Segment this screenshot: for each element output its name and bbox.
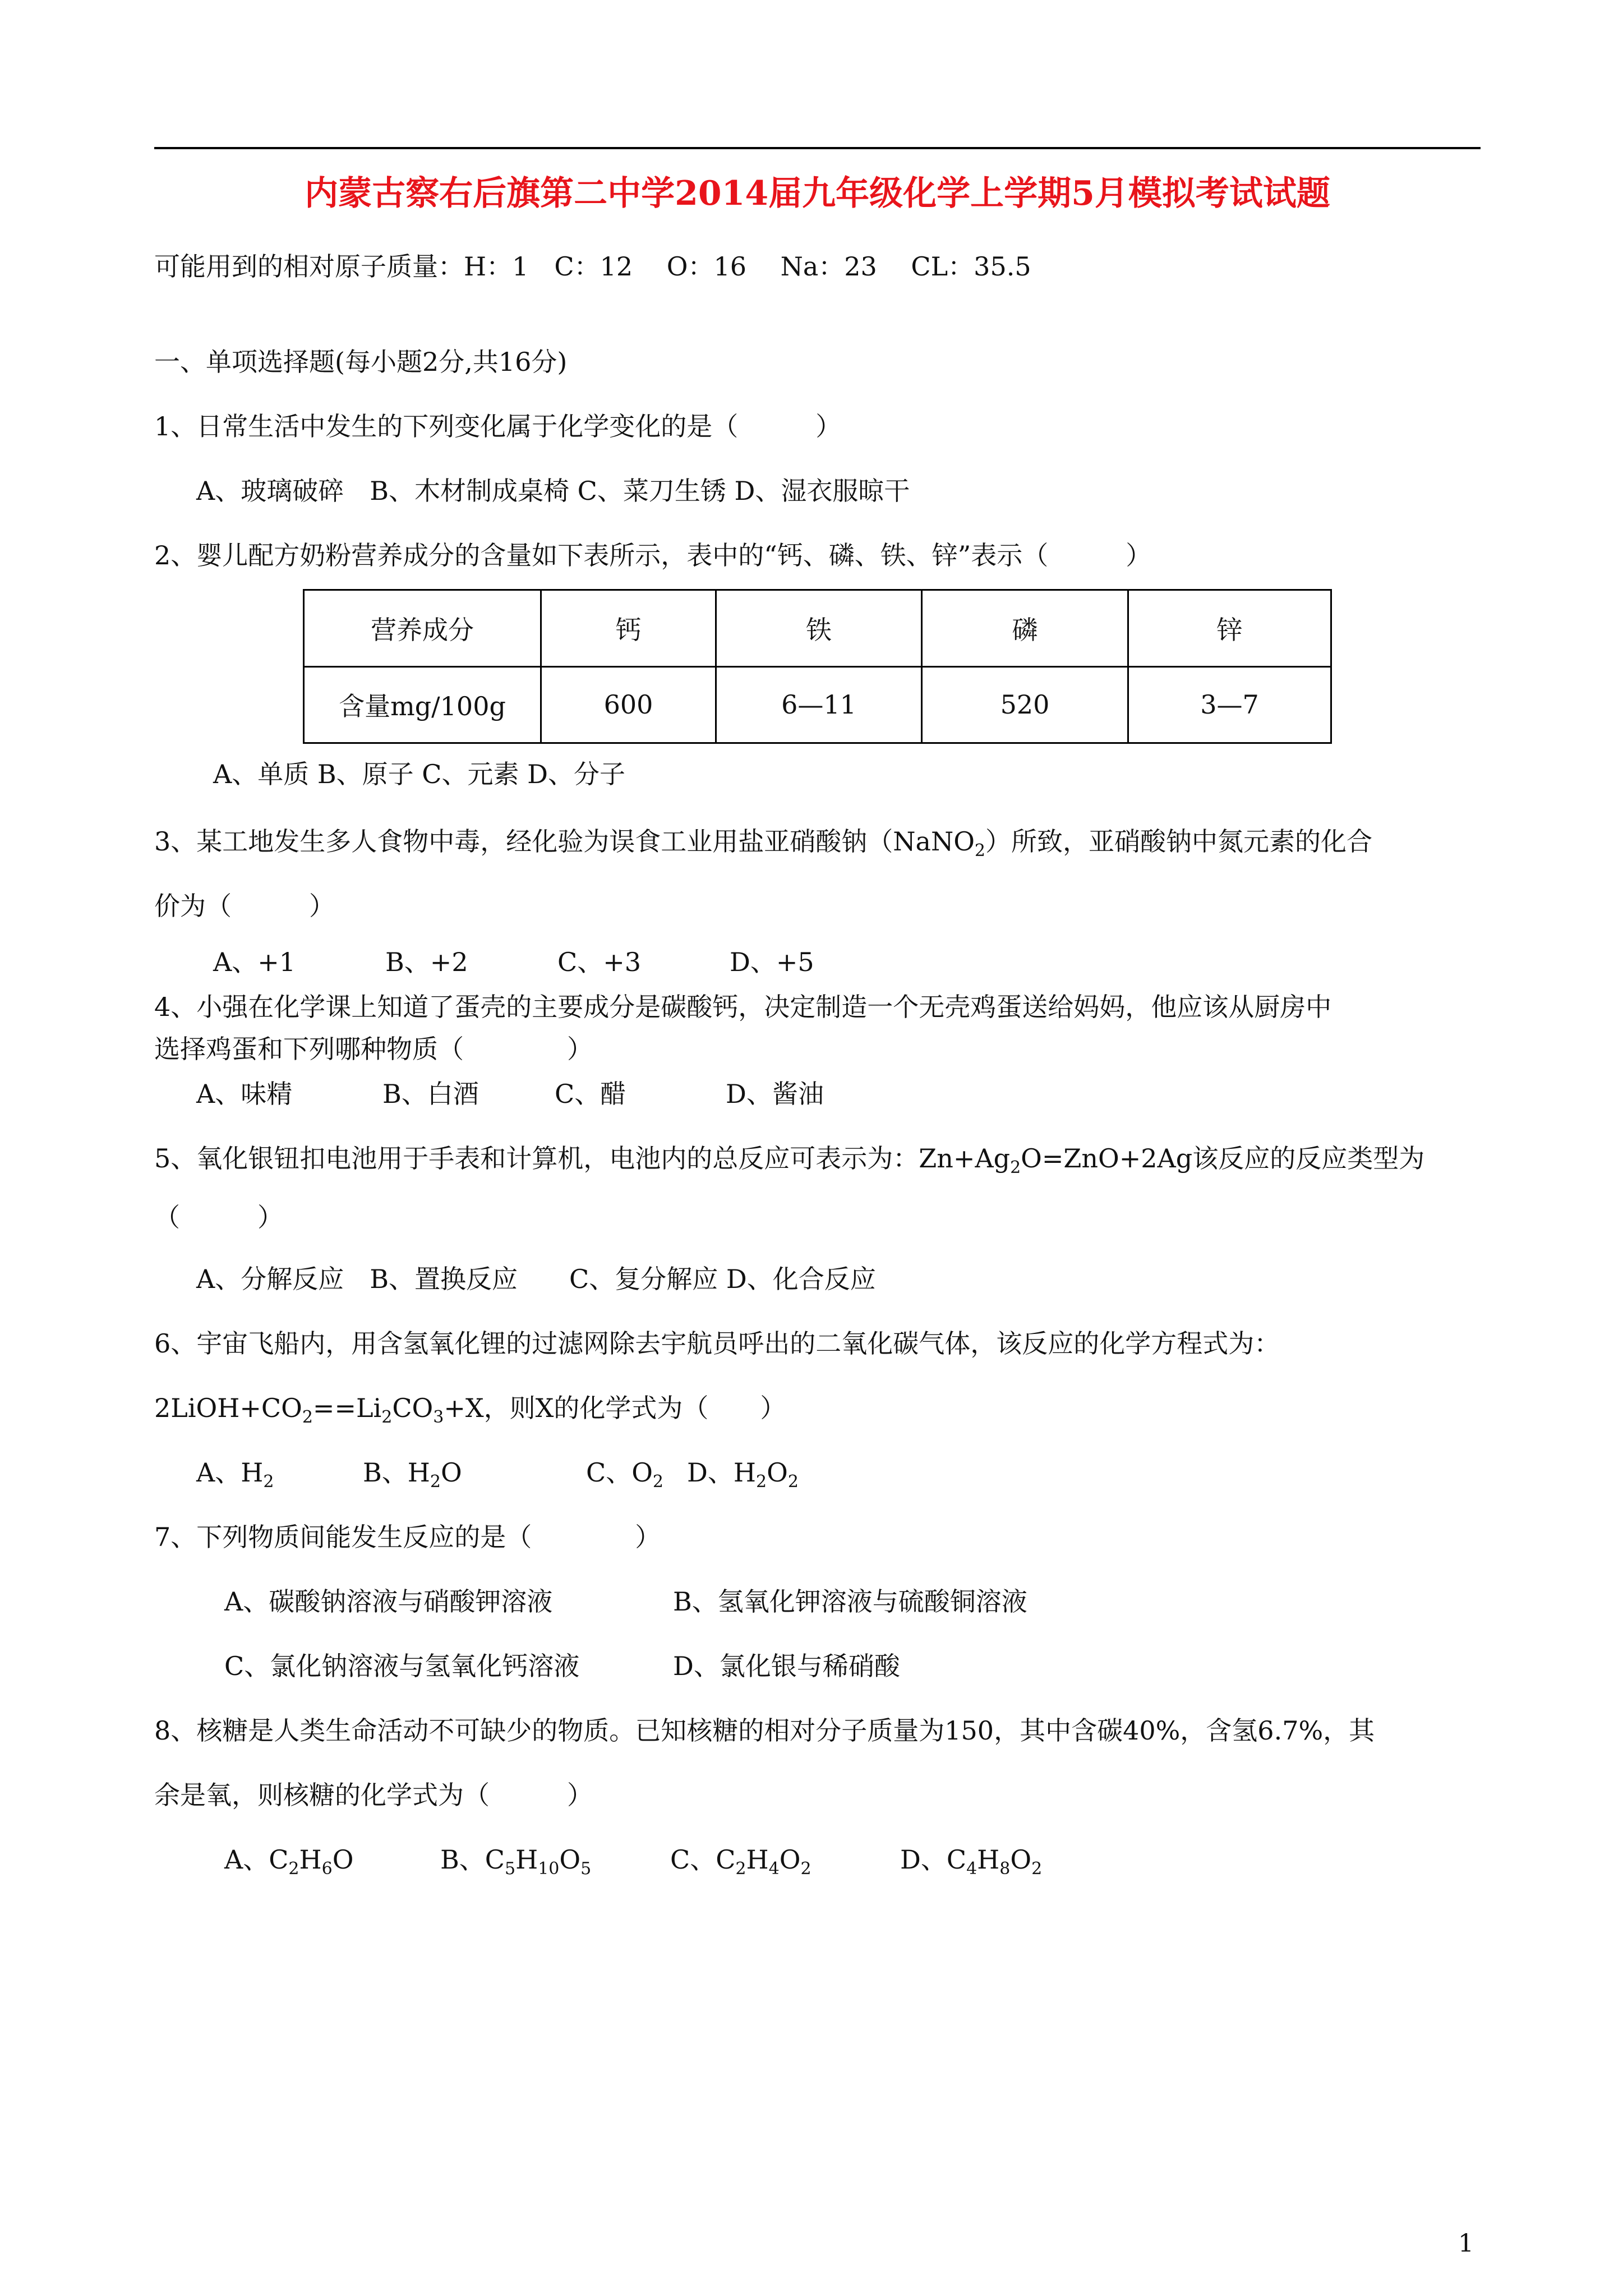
stem-text: 3、某工地发生多人食物中毒，经化验为误食工业用盐亚硝酸钠（NaNO — [154, 826, 975, 857]
option-c: C、$C_2H_4O_2$ — [670, 1844, 811, 1879]
option-a: A、$C_2H_6O$ — [224, 1844, 354, 1879]
page-number: 1 — [1458, 2229, 1474, 2258]
option-d: D、+5 — [730, 947, 814, 977]
subscript: 2 — [302, 1407, 313, 1427]
table-row — [304, 666, 1331, 743]
option-c: C、$O_2$ — [586, 1457, 664, 1492]
header-rule — [154, 147, 1481, 149]
option-d: D、酱油 — [726, 1079, 824, 1109]
table-cell: 600 — [541, 666, 716, 743]
question-5-stem — [154, 1139, 1424, 1178]
option-d: D、$H_2O_2$ — [687, 1457, 799, 1492]
table-cell: 锌 — [1128, 590, 1331, 667]
option-d: D、氯化银与稀硝酸 — [673, 1651, 900, 1681]
question-2-stem: 2、婴儿配方奶粉营养成分的含量如下表所示，表中的“钙、磷、铁、锌”表示（ ） — [154, 540, 1152, 570]
table-cell: 营养成分 — [304, 590, 541, 667]
table-row — [304, 590, 1331, 667]
option-a: A、+1 — [213, 947, 296, 977]
equation-text: ==Li — [312, 1393, 382, 1423]
table-cell: 钙 — [541, 590, 716, 667]
stem-text: O=ZnO+2Ag该反应的反应类型为 — [1021, 1143, 1425, 1174]
question-1-options: A、玻璃破碎 B、木材制成桌椅 C、菜刀生锈 D、湿衣服晾干 — [196, 476, 910, 506]
question-3-options — [213, 942, 814, 982]
subscript: 2 — [381, 1407, 393, 1427]
question-6-stem: 6、宇宙飞船内，用含氢氧化锂的过滤网除去宇航员呼出的二氧化碳气体，该反应的化学方程式为： — [154, 1328, 1280, 1359]
option-c: C、醋 — [555, 1079, 626, 1109]
section-heading: 一、单项选择题(每小题2分,共16分) — [154, 347, 568, 377]
question-7-stem: 7、下列物质间能发生反应的是（ ） — [154, 1522, 661, 1552]
nutrition-table — [303, 589, 1332, 744]
exam-title: 内蒙古察右后旗第二中学2014届九年级化学上学期5月模拟考试试题 — [305, 174, 1330, 213]
question-3-stem — [154, 822, 1372, 861]
equation-text: 2LiOH+CO — [154, 1393, 302, 1423]
table-cell: 磷 — [922, 590, 1128, 667]
option-a: A、碳酸钠溶液与硝酸钾溶液 — [224, 1586, 553, 1617]
question-7-options-row2 — [224, 1646, 900, 1686]
question-8-stem-line2: 余是氧，则核糖的化学式为（ ） — [154, 1780, 593, 1810]
option-c: C、氯化钠溶液与氢氧化钙溶液 — [224, 1651, 580, 1681]
question-1-stem: 1、日常生活中发生的下列变化属于化学变化的是（ ） — [154, 411, 842, 441]
question-3-stem-line2: 价为（ ） — [154, 891, 335, 921]
stem-text: 5、氧化银钮扣电池用于手表和计算机，电池内的总反应可表示为：Zn+Ag — [154, 1143, 1011, 1174]
atomic-masses: 可能用到的相对原子质量：H：1 C：12 O：16 Na：23 CL：35.5 — [154, 251, 1031, 282]
table-cell: 3—7 — [1128, 666, 1331, 743]
option-a: A、味精 — [196, 1079, 293, 1109]
question-4-stem: 4、小强在化学课上知道了蛋壳的主要成分是碳酸钙，决定制造一个无壳鸡蛋送给妈妈，他应该从厨房中 — [154, 992, 1332, 1022]
question-6-equation — [154, 1388, 786, 1428]
subscript: 2 — [974, 841, 985, 861]
equation-text: +X，则X的化学式为（ ） — [444, 1393, 786, 1423]
question-8-stem: 8、核糖是人类生命活动不可缺少的物质。已知核糖的相对分子质量为150，其中含碳40%，含氢6.7%，其 — [154, 1715, 1375, 1746]
table-cell: 铁 — [716, 590, 922, 667]
table-cell: 6—11 — [716, 666, 922, 743]
option-b: B、白酒 — [382, 1079, 479, 1109]
option-c: C、+3 — [557, 947, 642, 977]
table-cell: 含量mg/100g — [304, 666, 541, 743]
question-2-options: A、单质 B、原子 C、元素 D、分子 — [213, 759, 625, 789]
question-4-options — [196, 1074, 824, 1114]
subscript: 3 — [433, 1407, 444, 1427]
question-5-options: A、分解反应 B、置换反应 C、复分解应 D、化合反应 — [196, 1264, 876, 1294]
option-a: A、$H_2$ — [196, 1457, 274, 1492]
table-cell: 520 — [922, 666, 1128, 743]
question-4-stem-line2: 选择鸡蛋和下列哪种物质（ ） — [154, 1034, 593, 1064]
stem-text: ）所致，亚硝酸钠中氮元素的化合 — [985, 826, 1372, 857]
question-7-options-row1 — [224, 1582, 1027, 1621]
equation-text: CO — [392, 1393, 434, 1423]
option-b: B、+2 — [385, 947, 468, 977]
subscript: 2 — [1010, 1158, 1021, 1177]
question-6-options — [196, 1453, 799, 1492]
option-b: B、$H_2O$ — [363, 1457, 462, 1492]
question-5-stem-line2: （ ） — [154, 1202, 283, 1232]
option-d: D、$C_4H_8O_2$ — [900, 1844, 1043, 1879]
option-b: B、$C_5H_{10}O_5$ — [440, 1844, 592, 1879]
option-b: B、氢氧化钾溶液与硫酸铜溶液 — [673, 1586, 1027, 1617]
question-8-options — [224, 1840, 1042, 1879]
